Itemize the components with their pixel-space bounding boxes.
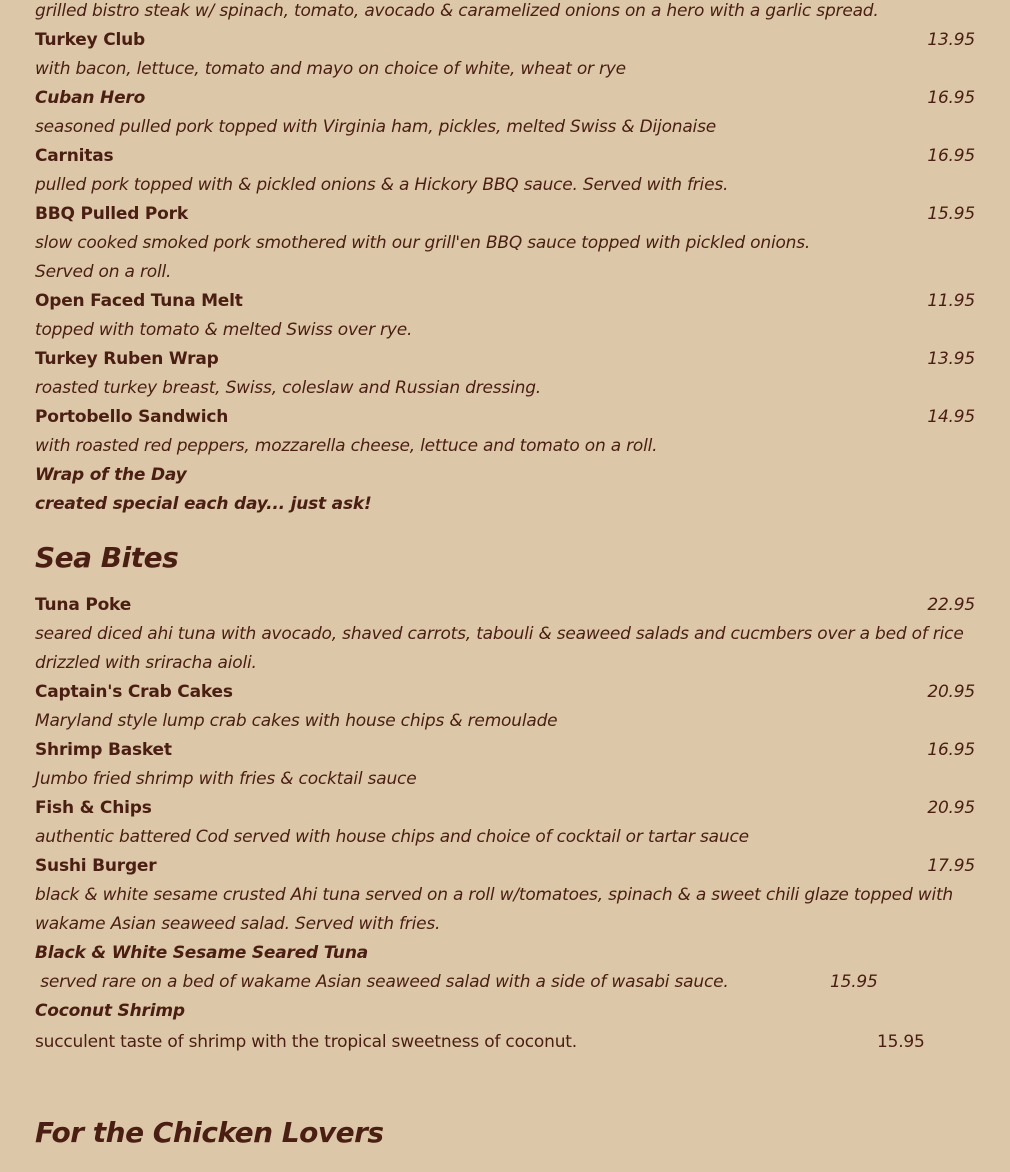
item-price: 14.95 bbox=[927, 407, 975, 427]
item-description: black & white sesame crusted Ahi tuna served on a roll w/tomatoes, spinach & a sweet chili glaze topped with bbox=[35, 885, 954, 905]
section-title-chicken: For the Chicken Lovers bbox=[35, 1116, 384, 1149]
item-description: with bacon, lettuce, tomato and mayo on choice of white, wheat or rye bbox=[35, 59, 626, 79]
item-description: seared diced ahi tuna with avocado, shaved carrots, tabouli & seaweed salads and cucmbers over a bed of rice bbox=[35, 624, 964, 644]
menu-item-sesame-tuna bbox=[35, 939, 975, 968]
item-description: authentic battered Cod served with house chips and choice of cocktail or tartar sauce bbox=[35, 827, 749, 847]
item-name: Tuna Poke bbox=[35, 595, 132, 615]
item-price: 13.95 bbox=[927, 349, 975, 369]
item-name: Shrimp Basket bbox=[35, 740, 172, 760]
item-name: Coconut Shrimp bbox=[35, 1001, 185, 1021]
item-price: 22.95 bbox=[927, 595, 975, 615]
item-name: Wrap of the Day bbox=[35, 465, 187, 485]
item-price: 15.95 bbox=[877, 1032, 925, 1052]
item-name: Black & White Sesame Seared Tuna bbox=[35, 943, 369, 963]
menu-item-tuna-poke bbox=[35, 591, 975, 620]
item-name: Carnitas bbox=[35, 146, 114, 166]
menu-item-carnitas bbox=[35, 142, 975, 171]
menu-item-wrap-of-the-day bbox=[35, 461, 975, 490]
item-description: grilled bistro steak w/ spinach, tomato, avocado & caramelized onions on a hero with a garlic spread. bbox=[35, 1, 879, 21]
item-price: 20.95 bbox=[927, 798, 975, 818]
item-name: Cuban Hero bbox=[35, 88, 146, 108]
menu-item-portobello bbox=[35, 403, 975, 432]
item-description: Served on a roll. bbox=[35, 262, 172, 282]
menu-item-turkey-club bbox=[35, 26, 975, 55]
menu-item-bbq-pulled-pork bbox=[35, 200, 975, 229]
menu-item-sushi-burger bbox=[35, 852, 975, 881]
item-description: with roasted red peppers, mozzarella cheese, lettuce and tomato on a roll. bbox=[35, 436, 658, 456]
item-name: Turkey Club bbox=[35, 30, 145, 50]
menu-item-crab-cakes bbox=[35, 678, 975, 707]
item-price: 20.95 bbox=[927, 682, 975, 702]
item-price: 13.95 bbox=[927, 30, 975, 50]
item-description: succulent taste of shrimp with the tropical sweetness of coconut. bbox=[35, 1032, 577, 1052]
item-description-with-price bbox=[35, 968, 975, 997]
item-name: Captain's Crab Cakes bbox=[35, 682, 233, 702]
item-name: Portobello Sandwich bbox=[35, 407, 229, 427]
item-description: Jumbo fried shrimp with fries & cocktail sauce bbox=[35, 769, 417, 789]
item-description: seasoned pulled pork topped with Virginia ham, pickles, melted Swiss & Dijonaise bbox=[35, 117, 717, 137]
menu-content bbox=[35, 0, 975, 1153]
item-description-with-price bbox=[35, 1028, 975, 1057]
menu-item-shrimp-basket bbox=[35, 736, 975, 765]
item-price: 11.95 bbox=[927, 291, 975, 311]
menu-item-tuna-melt bbox=[35, 287, 975, 316]
item-price: 16.95 bbox=[927, 740, 975, 760]
item-description: served rare on a bed of wakame Asian seaweed salad with a side of wasabi sauce. bbox=[35, 972, 729, 992]
item-price: 15.95 bbox=[927, 204, 975, 224]
item-description: topped with tomato & melted Swiss over rye. bbox=[35, 320, 413, 340]
item-price: 16.95 bbox=[927, 88, 975, 108]
item-description: roasted turkey breast, Swiss, coleslaw and Russian dressing. bbox=[35, 378, 541, 398]
item-description: wakame Asian seaweed salad. Served with fries. bbox=[35, 914, 441, 934]
item-price: 16.95 bbox=[927, 146, 975, 166]
item-price: 17.95 bbox=[927, 856, 975, 876]
item-name: Open Faced Tuna Melt bbox=[35, 291, 243, 311]
item-description: pulled pork topped with & pickled onions & a Hickory BBQ sauce. Served with fries. bbox=[35, 175, 729, 195]
item-name: Fish & Chips bbox=[35, 798, 152, 818]
menu-item-cuban-hero bbox=[35, 84, 975, 113]
section-title-sea-bites: Sea Bites bbox=[35, 541, 179, 574]
item-name: BBQ Pulled Pork bbox=[35, 204, 188, 224]
item-price: 15.95 bbox=[830, 972, 878, 992]
item-name: Sushi Burger bbox=[35, 856, 157, 876]
menu-item-fish-chips bbox=[35, 794, 975, 823]
menu-item-turkey-ruben-wrap bbox=[35, 345, 975, 374]
item-description: slow cooked smoked pork smothered with our grill'en BBQ sauce topped with pickled onions. bbox=[35, 233, 811, 253]
item-name: Turkey Ruben Wrap bbox=[35, 349, 219, 369]
item-description: created special each day... just ask! bbox=[35, 494, 372, 514]
menu-item-coconut-shrimp bbox=[35, 997, 975, 1026]
item-description: drizzled with sriracha aioli. bbox=[35, 653, 257, 673]
item-description: Maryland style lump crab cakes with house chips & remoulade bbox=[35, 711, 558, 731]
